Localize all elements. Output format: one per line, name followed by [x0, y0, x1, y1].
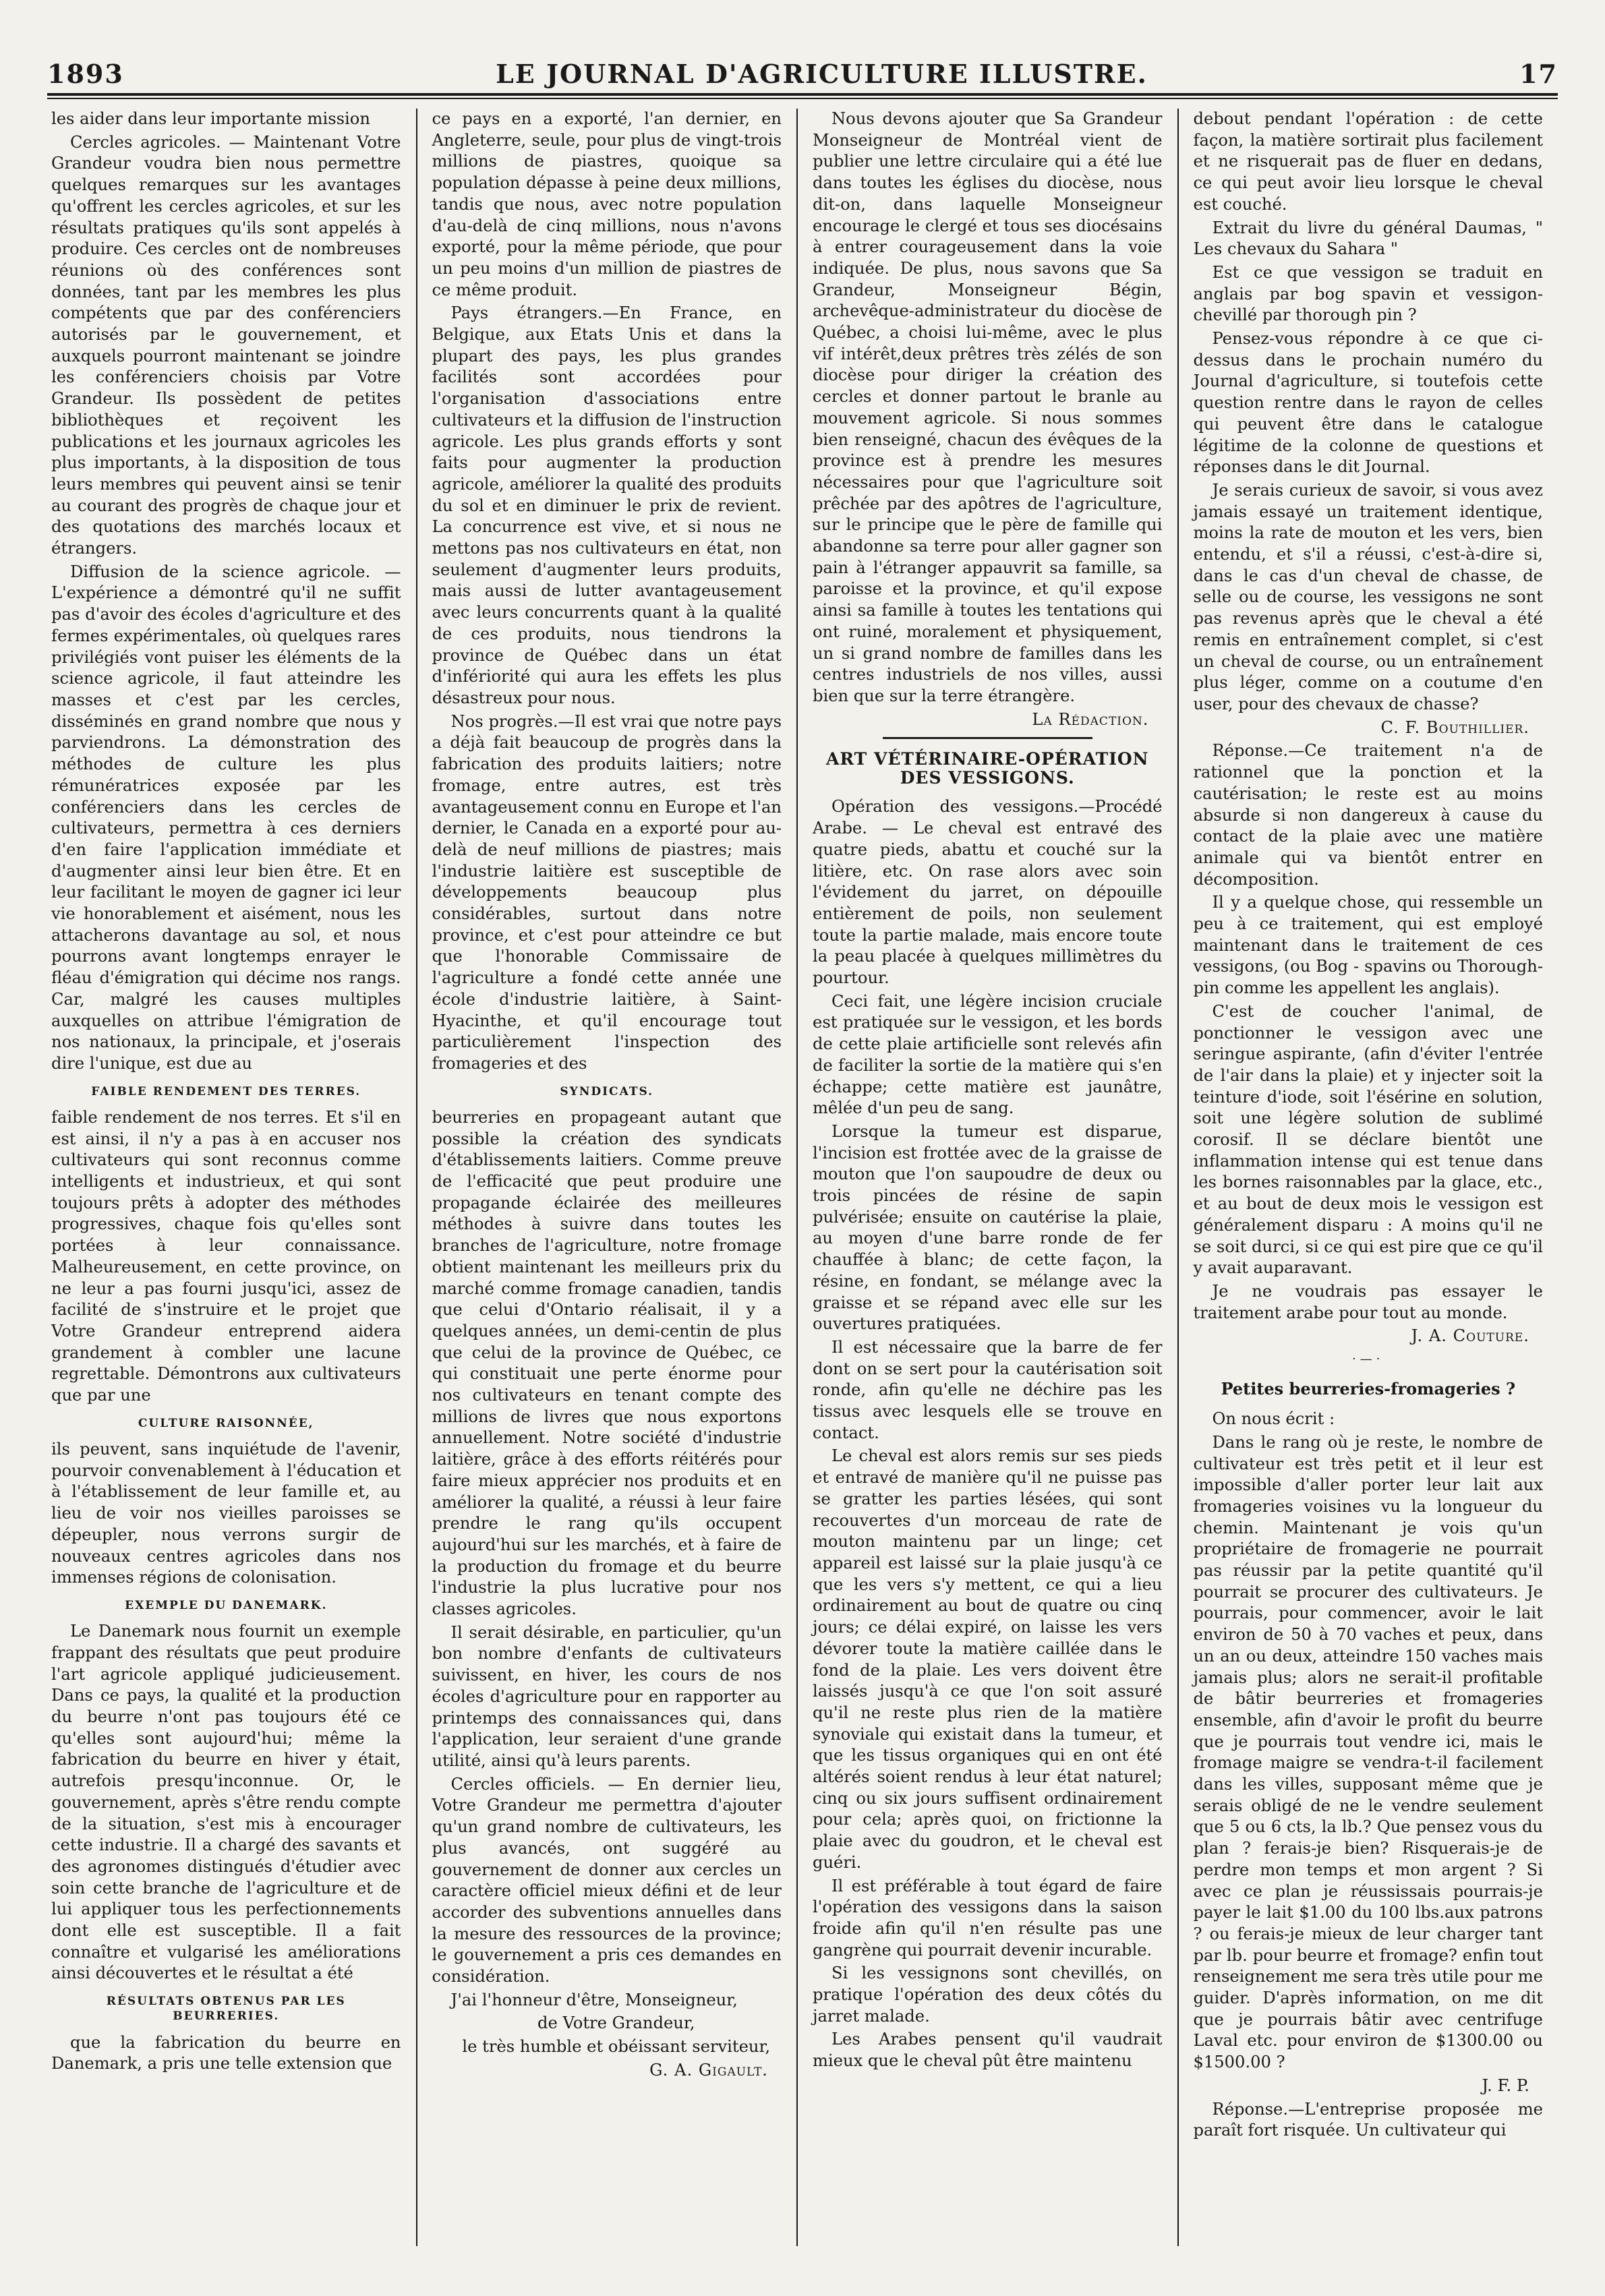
paragraph: Réponse.—L'entreprise proposée me paraît fort risquée. Un cultivateur qui — [1193, 2099, 1543, 2140]
header-rule — [47, 93, 1558, 96]
paragraph: Dans le rang où je reste, le nombre de cultivateur est très petit et il leur est impossible d'aller porter leur lait aux fromageries voisines vu la longueur du chemin. Maintenant je vois qu'un propriétaire de fromagerie ne pourrait pas réussir par la petite quantité qu'il pourrait se procurer des cultivateurs. Je pourrais, pour commencer, avoir le lait environ de 50 à 70 vaches et peux, dans un an ou deux, atteindre 150 vaches mais jamais plus; alors ne serait-il profitable de bâtir beurreries et fromageries ensemble, afin d'avoir le profit du beurre que je pourrais tout vendre ici, mais le fromage maigre se vendra-t-il facilement dans les villes, supposant même que je serais obligé de ne le vendre seulement que 5 ou 6 cts, la lb.? Que pensez vous du plan ? ferais-je bien? Risquerais-je de perdre mon temps et mon argent ? Si avec ce plan je réussissais pourrais-je payer le lait $1.00 du 100 lbs.aux patrons ? ou ferais-je mieux de leur charger tant par lb. pour beurre et fromage? enfin tout renseignement me sera très utile pour me guider. D'après information, on me dit que je pourrais bâtir avec centrifuge Laval etc. pour environ de $1300.00 ou $1500.00 ? — [1193, 1432, 1543, 2072]
paragraph: faible rendement de nos terres. Et s'il en est ainsi, il n'y a pas à en accuser nos cultivateurs qui sont reconnus comme intelligents et industrieux, et qui sont toujours prêts à adopter des méthodes progressives, chaque fois qu'elles sont portées à leur connaissance. Malheureusement, en cette province, on ne leur a pas fourni jusqu'ici, assez de facilité de s'instruire et le projet que Votre Grandeur entreprend aidera grandement à combler une lacune regrettable. Démontrons aux cultivateurs que par une — [51, 1107, 401, 1405]
subheading: RÉSULTATS OBTENUS PAR LES BEURRERIES. — [106, 1995, 346, 2024]
paragraph: Diffusion de la science agricole. —L'expérience a démontré qu'il ne suffit pas d'avoir des écoles d'agriculture et des fermes expérimentales, où quelques rares privilégiés vont puiser les éléments de la science agricole, il faut atteindre les masses et c'est par les cercles, disséminés en grand nombre que nous y parviendrons. La démonstration des méthodes de culture les plus rémunératrices exposée par les conférenciers dans les cercles de cultivateurs, permettra à ces derniers d'en faire l'application immédiate et d'augmenter ainsi leur bien être. Et en leur facilitant le moyen de gagner ici leur vie honorablement et aisément, nous les attacherons davantage au sol, et nous pourrons avant longtemps enrayer le fléau d'émigration qui décime nos rangs. Car, malgré les causes multiples auxquelles on attribue l'émigration de nos nationaux, la principale, et j'oserais dire l'unique, est due au — [51, 562, 401, 1073]
paragraph: Cercles agricoles. — Maintenant Votre Grandeur voudra bien nous permettre quelques remarques sur les avantages qu'offrent les cercles agricoles, et sur les résultats pratiques qu'ils sont appelés à produire. Ces cercles ont de nombreuses réunions où des conférences sont données, tant par les membres les plus compétents que par des conférenciers autorisés par le gouvernement, et auxquels pourront maintenant se joindre les conférenciers choisis par Votre Grandeur. Ils possèdent de petites bibliothèques et reçoivent les publications et les journaux agricoles les plus importants, à la disposition de tous leurs membres qui peuvent ainsi se tenir au courant des progrès de chaque jour et des quotations des marchés locaux et étrangers. — [51, 132, 401, 558]
closing-line: de Votre Grandeur, — [537, 2013, 695, 2033]
column-2 — [416, 109, 797, 2246]
signature: G. A. Gigault. — [649, 2060, 768, 2080]
paragraph: ils peuvent, sans inquiétude de l'avenir, pourvoir convenablement à l'éducation et à l'établissement de leur famille et, au lieu de voir nos vieilles paroisses se dépeupler, nous verrons surgir de nouveaux centres agricoles dans nos immenses régions de colonisation. — [51, 1440, 401, 1587]
divider — [883, 737, 1092, 739]
closing-line: J'ai l'honneur d'être, Monseigneur, — [450, 1990, 738, 2009]
paragraph: Opération des vessigons.—Procédé Arabe. — Le cheval est entravé des quatre pieds, abattu et couché sur la litière, etc. On rase alors avec soin l'évidement du jarret, on dépouille entièrement de poils, non seulement toute la partie malade, mais encore toute la peau placée à quelques millimètres du pourtour. — [813, 797, 1163, 988]
column-4 — [1177, 109, 1558, 2246]
header-page-number: 17 — [1519, 59, 1558, 89]
paragraph: Je serais curieux de savoir, si vous avez jamais essayé un traitement identique, moins la rate de mouton et les vers, bien entendu, et s'il a réussi, c'est-à-dire si, dans le cas d'un cheval de chasse, de selle ou de course, les vessigons ne sont pas revenus après que le cheval a été remis en entraînement complet, si c'est un cheval de course, ou un entraînement plus léger, comme on a coutume d'en user, pour des chevaux de chasse? — [1193, 480, 1543, 713]
paragraph: Le cheval est alors remis sur ses pieds et entravé de manière qu'il ne puisse pas se gratter les parties lésées, qui sont recouvertes d'un morceau de rate de mouton maintenu par un linge; cet appareil est laissé sur la plaie jusqu'à ce que les vers s'y mettent, ce qui a lieu ordinairement au bout de quatre ou cinq jours; ce délai expiré, on laisse les vers dévorer toute la matière caillée dans le fond de la plaie. Les vers doivent être laissés jusqu'à ce que l'on soit assuré qu'il ne reste plus rien de la matière synoviale qui existait dans la tumeur, et que les tissus organiques qui en ont été altérés soient rendus à leur état naturel; cinq ou six jours suffisent ordinairement pour cela; après quoi, on frictionne la plaie avec du goudron, et le cheval est guéri. — [813, 1446, 1163, 1872]
page-header — [47, 47, 1558, 89]
paragraph: Est ce que vessigon se traduit en anglais par bog spavin et vessigon-chevillé par thorough pin ? — [1193, 262, 1543, 325]
signature: J. A. Couture. — [1411, 1326, 1529, 1346]
paragraph: Extrait du livre du général Daumas, " Les chevaux du Sahara " — [1193, 218, 1543, 259]
paragraph: Si les vessignons sont chevillés, on pratique l'opération des deux côtés du jarret malade. — [813, 1964, 1163, 2026]
paragraph: que la fabrication du beurre en Danemark, a pris une telle extension que — [51, 2032, 401, 2073]
paragraph: les aider dans leur importante mission — [51, 109, 370, 128]
paragraph: Réponse.—Ce traitement n'a de rationnel que la ponction et la cautérisation; le reste est au moins absurde si non dangereux à cause du contact de la plaie avec une matière animale qui va bientôt entrer en décomposition. — [1193, 741, 1543, 889]
article-title: Petites beurreries-fromageries ? — [1221, 1378, 1516, 1399]
header-title: LE JOURNAL D'AGRICULTURE ILLUSTRE. — [496, 59, 1148, 89]
paragraph: ce pays en a exporté, l'an dernier, en Angleterre, seule, pour plus de vingt-trois millions de piastres, quoique sa population dépasse à peine deux millions, tandis que nous, avec notre population d'au-delà de cinq millions, nous n'avons exporté, pour la même période, que pour un peu moins d'un million de piastres de ce même produit. — [432, 109, 782, 299]
paragraph: beurreries en propageant autant que possible la création des syndicats d'établissements laitiers. Comme preuve de l'efficacité que peut produire une propagande éclairée des meilleures méthodes à suivre dans toutes les branches de l'agriculture, notre fromage obtient maintenant les meilleurs prix du marché comme fromage canadien, tandis que celui d'Ontario réalisait, il y a quelques années, un demi-centin de plus que celui de la province de Québec, ce qui constituait une perte énorme pour nos cultivateurs en tenant compte des millions de livres que nous exportons annuellement. Notre société d'industrie laitière, grâce à des efforts réitérés pour faire mieux apprécier nos produits et en améliorer la qualité, a réussi à leur faire prendre le rang qu'ils occupent aujourd'hui sur les marchés, et à faire de la production du fromage et du beurre l'industrie la plus lucrative pour nos classes agricoles. — [432, 1107, 782, 1619]
subheading: FAIBLE RENDEMENT DES TERRES. — [91, 1084, 361, 1098]
ornament-divider: ·—· — [1352, 1352, 1384, 1367]
paragraph: Cercles officiels. — En dernier lieu, Votre Grandeur me permettra d'ajouter qu'un grand nombre de cultivateurs, les plus avancés, ont suggéré au gouvernement de donner aux cercles un caractère officiel mieux défini et de leur accorder des subventions annuelles dans la mesure des ressources de la province; le gouvernement a pris ces demandes en considération. — [432, 1774, 782, 1986]
paragraph: Nous devons ajouter que Sa Grandeur Monseigneur de Montréal vient de publier une lettre circulaire qui a été lue dans toutes les églises du diocèse, nous dit-on, dans laquelle Monseigneur encourage le clergé et tous ses diocésains à entrer courageusement dans la voie indiquée. De plus, nous savons que Sa Grandeur, Monseigneur Bégin, archevêque-administrateur du diocèse de Québec, a choisi lui-même, avec le plus vif intérêt,deux prêtres très zélés de son diocèse pour diriger la création des cercles et donner partout le branle au mouvement agricole. Si nous sommes bien renseigné, chacun des évêques de la province est à prendre les mesures nécessaires pour que l'agriculture soit prêchée par des apôtres de l'agriculture, sur le principe que le père de famille qui abandonne sa terre pour aller gagner son pain à l'étranger appauvrit sa famille, sa paroisse et la province, et qu'il expose ainsi sa famille à toutes les tentations qui ont ruiné, moralement et physiquement, un si grand nombre de familles dans les centres industriels de nos villes, aussi bien que sur la terre étrangère. — [813, 109, 1163, 705]
paragraph: Ceci fait, une légère incision cruciale est pratiquée sur le vessigon, et les bords de cette plaie artificielle sont relevés afin de faciliter la sortie de la matière qui s'en échappe; cette matière est jaunâtre, mêlée d'un peu de sang. — [813, 991, 1163, 1118]
subheading: EXEMPLE DU DANEMARK. — [125, 1598, 328, 1612]
signature: La Rédaction. — [1032, 709, 1149, 729]
column-1 — [47, 109, 416, 2246]
article-title: ART VÉTÉRINAIRE-OPÉRATION DES VESSIGONS. — [825, 749, 1149, 788]
paragraph: Il y a quelque chose, qui ressemble un peu à ce traitement, qui est employé maintenant dans le traitement de ces vessigons, (ou Bog - spavins ou Thorough-pin comme les appellent les anglais). — [1193, 893, 1543, 998]
paragraph: Je ne voudrais pas essayer le traitement arabe pour tout au monde. — [1193, 1281, 1543, 1322]
paragraph: Nos progrès.—Il est vrai que notre pays a déjà fait beaucoup de progrès dans la fabrication des produits laitiers; notre fromage, entre autres, est très avantageusement connu en Europe et l'an dernier, le Canada en a exporté pour au-delà de neuf millions de piastres; mais l'industrie laitière est susceptible de développements beaucoup plus considérables, surtout dans notre province, et c'est pour atteindre ce but que l'honorable Commissaire de l'agriculture a fondé cette année une école d'industrie laitière, à Saint-Hyacinthe, et qu'il encourage tout particulièrement l'inspection des fromageries et des — [432, 711, 782, 1073]
paragraph: Pays étrangers.—En France, en Belgique, aux Etats Unis et dans la plupart des pays, les plus grandes facilités sont accordées pour l'organisation d'associations entre cultivateurs et la diffusion de l'instruction agricole. Les plus grands efforts y sont faits pour augmenter la production agricole, améliorer la qualité des produits du sol et en diminuer le prix de revient. La concurrence est vive, et si nous ne mettons pas nos cultivateurs en état, non seulement d'augmenter leurs produits, mais aussi de lutter avantageusement avec leurs concurrents quant à la qualité de ces produits, nous tiendrons la province de Québec dans un état d'infériorité qui aura les effets les plus désastreux pour nous. — [432, 303, 782, 707]
signature: C. F. Bouthillier. — [1380, 717, 1529, 737]
paragraph: Pensez-vous répondre à ce que ci-dessus dans le prochain numéro du Journal d'agriculture, si toutefois cette question rentre dans le rayon de celles qui peuvent être dans le catalogue légitime de la colonne de questions et réponses dans le dit Journal. — [1193, 329, 1543, 477]
paragraph: Les Arabes pensent qu'il vaudrait mieux que le cheval pût être maintenu — [813, 2030, 1163, 2071]
paragraph: Lorsque la tumeur est disparue, l'incision est frottée avec de la graisse de mouton que l'on saupoudre de deux ou trois pincées de résine de sapin pulvérisée; ensuite on cautérise la plaie, au moyen d'une barre ronde de fer chauffée à blanc; de cette façon, la résine, en fondant, se mélange avec la graisse et se répand avec elle sur les ouvertures pratiquées. — [813, 1121, 1163, 1334]
paragraph: Il est nécessaire que la barre de fer dont on se sert pour la cautérisation soit ronde, afin qu'elle ne déchire pas les tissus avec lesquels elle se trouve en contact. — [813, 1337, 1163, 1442]
paragraph: Le Danemark nous fournit un exemple frappant des résultats que peut produire l'art agricole appliqué judicieusement. Dans ce pays, la qualité et la production du beurre n'ont pas toujours été ce qu'elles sont aujourd'hui; même la fabrication du beurre en hiver y était, autrefois presqu'inconnue. Or, le gouvernement, après s'être rendu compte de la situation, s'est mis à encourager cette industrie. Il a chargé des savants et des agronomes distingués d'étudier avec soin cette branche de l'agriculture et de lui appliquer tous les perfectionnements dont elle est susceptible. Il a fait connaître et vulgarisé les améliorations ainsi découvertes et le résultat a été — [51, 1622, 401, 1983]
header-rule-thin — [47, 98, 1558, 99]
columns — [47, 109, 1558, 2246]
column-3 — [796, 109, 1177, 2246]
signature: J. F. P. — [1482, 2076, 1529, 2095]
subheading: CULTURE RAISONNÉE, — [138, 1416, 314, 1430]
paragraph: C'est de coucher l'animal, de ponctionner le vessigon avec une seringue aspirante, (afin d'éviter l'entrée de l'air dans la plaie) et y injecter soit la teinture d'iode, soit l'ésérine en solution, soit une légère solution de sublimé corosif. Il se déclare bientôt une inflammation intense qui est tenue dans les bornes raisonnables par la glace, etc., et au bout de deux mois le vessigon est généralement disparu : A moins qu'il ne se soit durci, si ce qui est pire que ce qu'il y avait auparavant. — [1193, 1001, 1543, 1278]
subheading: SYNDICATS. — [560, 1084, 654, 1098]
closing-line: le très humble et obéissant serviteur, — [462, 2037, 771, 2057]
paragraph: Il serait désirable, en particulier, qu'un bon nombre d'enfants de cultivateurs suivissent, en hiver, les cours de nos écoles d'agriculture pour en rapporter au printemps des connaissances qui, dans l'application, leur seraient d'une grande utilité, ainsi qu'à leurs parents. — [432, 1622, 782, 1770]
paragraph: On nous écrit : — [1212, 1409, 1335, 1429]
paragraph: Il est préférable à tout égard de faire l'opération des vessigons dans la saison froide afin qu'il n'en résulte pas une gangrène qui pourrait devenir incurable. — [813, 1876, 1163, 1960]
header-year: 1893 — [47, 59, 124, 89]
paragraph: debout pendant l'opération : de cette façon, la matière sortirait plus facilement et ne risquerait pas de fluer en dedans, ce qui peut avoir lieu lorsque le cheval est couché. — [1193, 109, 1543, 214]
